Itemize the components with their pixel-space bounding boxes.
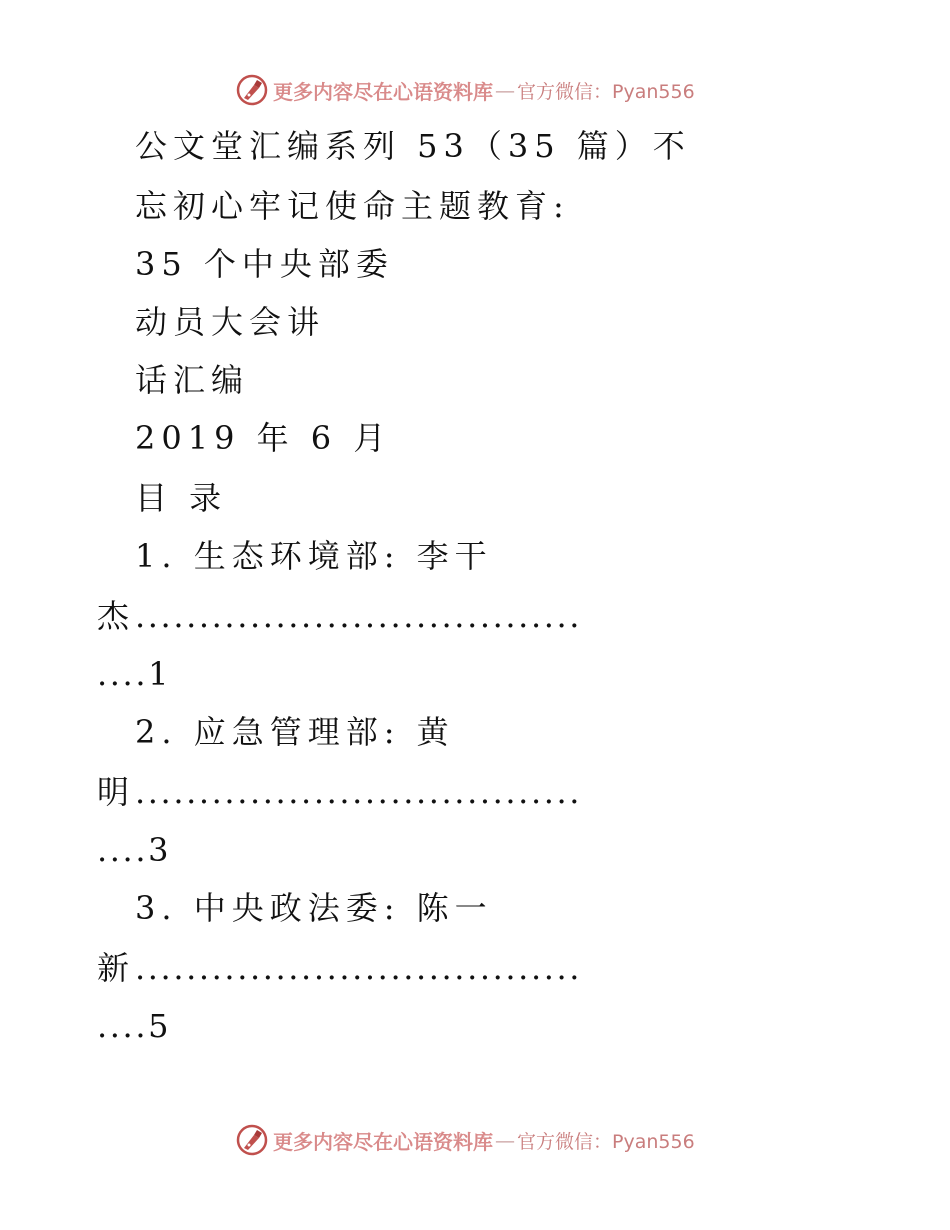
title-line-3: 35 个中央部委 [135, 245, 394, 283]
toc-entry-3-page: 5 [148, 1007, 175, 1045]
toc-entry-2-leader-cont: .... [97, 831, 149, 869]
toc-entry-1-leader-cont: .... [97, 655, 149, 693]
toc-entry-2[interactable]: 2. 应急管理部: 黄 [135, 713, 455, 751]
watermark-wechat: 官方微信：Pyan556 [517, 1130, 695, 1153]
watermark-text: 更多内容尽在心语资料库 [273, 1129, 493, 1154]
header-watermark [235, 72, 695, 108]
toc-entry-3-leader-line [97, 948, 582, 988]
watermark-dash: — [495, 1128, 515, 1152]
toc-entry-1-page: 1 [148, 655, 175, 693]
title-line-1: 公文堂汇编系列 53（35 篇）不 [135, 127, 691, 165]
title-line-4: 动员大会讲 [135, 303, 326, 341]
toc-entry-2-page-line [97, 830, 174, 870]
toc-entry-3-leader-cont: .... [97, 1007, 149, 1045]
toc-entry-2-page: 3 [148, 831, 175, 869]
toc-entry-1-leader: ................................... [135, 597, 583, 635]
footer-watermark [235, 1122, 695, 1158]
title-line-2: 忘初心牢记使命主题教育: [135, 187, 570, 225]
toc-entry-2-leader-line [97, 772, 582, 812]
watermark-wechat: 官方微信：Pyan556 [517, 80, 695, 103]
toc-heading: 目 录 [135, 479, 228, 517]
watermark-text: 更多内容尽在心语资料库 [273, 79, 493, 104]
toc-entry-2-leader: ................................... [135, 773, 583, 811]
toc-entry-3-name-end: 新 [97, 949, 136, 987]
watermark-dash: — [495, 78, 515, 102]
pen-nib-seal-icon [235, 73, 269, 107]
toc-entry-3-page-line [97, 1006, 174, 1046]
document-date: 2019 年 6 月 [135, 419, 392, 457]
toc-entry-3[interactable]: 3. 中央政法委: 陈一 [135, 889, 493, 927]
toc-entry-1-leader-line [97, 596, 582, 636]
title-line-5: 话汇编 [135, 361, 250, 399]
toc-entry-1-name-end: 杰 [97, 597, 136, 635]
toc-entry-1[interactable]: 1. 生态环境部: 李干 [135, 537, 493, 575]
toc-entry-1-page-line [97, 654, 174, 694]
pen-nib-seal-icon [235, 1123, 269, 1157]
toc-entry-2-name-end: 明 [97, 773, 136, 811]
toc-entry-3-leader: ................................... [135, 949, 583, 987]
